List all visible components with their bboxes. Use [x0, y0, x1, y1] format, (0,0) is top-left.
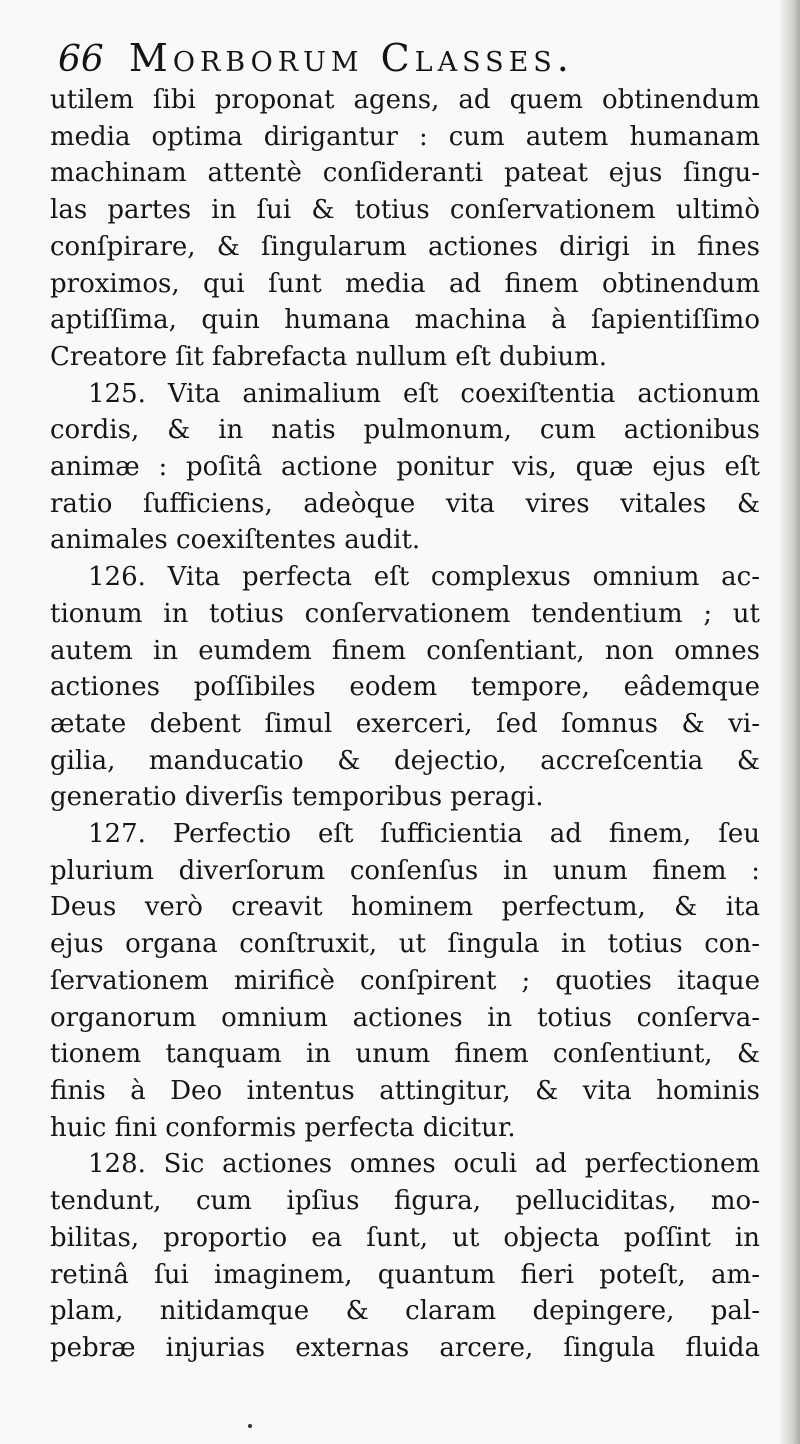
text-line-content: media optima dirigantur : cum autem humanam — [50, 121, 760, 152]
text-line-content: generatio diverſis temporibus peragi. — [50, 782, 544, 813]
text-line-content: retinâ ſui imaginem, quantum fieri poteſt, am- — [50, 1259, 760, 1290]
text-line — [50, 816, 760, 853]
text-line — [50, 1220, 760, 1257]
text-line — [50, 889, 760, 926]
text-line-content: 126. Vita perfecta eſt complexus omnium ac- — [88, 562, 760, 593]
text-line — [50, 339, 760, 376]
text-line — [50, 1110, 760, 1147]
text-line — [50, 669, 760, 706]
page-header — [58, 36, 758, 88]
text-line-content: autem in eumdem finem conſentiant, non omnes — [50, 635, 760, 666]
text-line — [50, 229, 760, 266]
body-text — [50, 82, 760, 1367]
text-line — [50, 1293, 760, 1330]
text-line-content: animæ : poſitâ actione ponitur vis, quæ ejus eſt — [50, 452, 760, 483]
text-line-content: machinam attentè conſideranti pateat ejus ſingu- — [50, 158, 760, 189]
text-line — [50, 853, 760, 890]
text-line-content: plam, nitidamque & claram depingere, pal- — [50, 1296, 760, 1327]
text-line-content: 125. Vita animalium eſt coexiſtentia actionum — [88, 378, 760, 409]
page-number: 66 — [58, 39, 104, 80]
text-line — [50, 926, 760, 963]
text-line — [50, 1330, 760, 1367]
text-line — [50, 743, 760, 780]
text-line-content: Creatore ſit fabrefacta nullum eſt dubium. — [50, 341, 608, 372]
text-line — [50, 155, 760, 192]
text-line — [50, 192, 760, 229]
text-line-content: 128. Sic actiones omnes oculi ad perfectionem — [88, 1149, 760, 1180]
text-line-content: ratio ſufficiens, adeòque vita vires vitales & — [50, 488, 760, 519]
text-line — [50, 1036, 760, 1073]
text-line-content: ætate debent ſimul exerceri, ſed ſomnus & vi- — [50, 708, 760, 739]
text-line-content: tionem tanquam in unum finem conſentiunt, & — [50, 1039, 760, 1070]
text-line — [50, 486, 760, 523]
text-line-content: bilitas, proportio ea ſunt, ut objecta poſſint in — [50, 1222, 760, 1253]
text-line-content: huic fini conformis perfecta dicitur. — [50, 1112, 516, 1143]
text-line-content: conſpirare, & ſingularum actiones dirigi in fines — [50, 231, 760, 262]
text-line — [50, 82, 760, 119]
text-line-content: finis à Deo intentus attingitur, & vita hominis — [50, 1075, 760, 1106]
text-line — [50, 266, 760, 303]
text-line-content: ejus organa conſtruxit, ut ſingula in totius con- — [50, 929, 760, 960]
text-line — [50, 449, 760, 486]
text-line-content: ſervationem mirificè conſpirent ; quoties itaque — [50, 965, 760, 996]
text-line-content: Deus verò creavit hominem perfectum, & ita — [50, 892, 760, 923]
text-line — [50, 1257, 760, 1294]
text-line — [50, 1183, 760, 1220]
text-line — [50, 633, 760, 670]
text-line — [50, 1073, 760, 1110]
text-line-content: gilia, manducatio & dejectio, accreſcentia & — [50, 745, 760, 776]
text-line-content: pebræ injurias externas arcere, ſingula fluida — [50, 1332, 760, 1363]
text-line — [50, 706, 760, 743]
text-line — [50, 559, 760, 596]
text-line-content: 127. Perfectio eſt ſufficientia ad finem, ſeu — [88, 819, 760, 850]
text-line-content: animales coexiſtentes audit. — [50, 525, 421, 556]
text-line — [50, 302, 760, 339]
text-line — [50, 376, 760, 413]
text-line — [50, 596, 760, 633]
text-line — [50, 119, 760, 156]
page-gutter-shadow — [778, 0, 800, 1444]
text-line-content: actiones poſſibiles eodem tempore, eâdemque — [50, 672, 760, 703]
text-line-content: plurium diverſorum conſenſus in unum finem : — [50, 855, 760, 886]
text-line — [50, 963, 760, 1000]
text-line-content: cordis, & in natis pulmonum, cum actionibus — [50, 415, 760, 446]
text-line-content: las partes in ſui & totius conſervationem ultimò — [50, 195, 760, 226]
text-line — [50, 412, 760, 449]
text-line — [50, 779, 760, 816]
printing-speck — [248, 1424, 252, 1428]
text-line-content: utilem ſibi proponat agens, ad quem obtinendum — [50, 85, 760, 115]
text-line-content: organorum omnium actiones in totius conſerva- — [50, 1002, 760, 1033]
text-line — [50, 522, 760, 559]
text-line-content: proximos, qui ſunt media ad finem obtinendum — [50, 268, 760, 299]
text-line-content: aptiſſima, quin humana machina à ſapientiſſimo — [50, 305, 760, 336]
text-line-content: tionum in totius conſervationem tendentium ; ut — [50, 598, 760, 629]
running-head: Morborum Classes. — [128, 36, 574, 80]
text-line — [50, 1000, 760, 1037]
text-line — [50, 1146, 760, 1183]
text-line-content: tendunt, cum ipſius figura, pelluciditas, mo- — [50, 1186, 760, 1217]
